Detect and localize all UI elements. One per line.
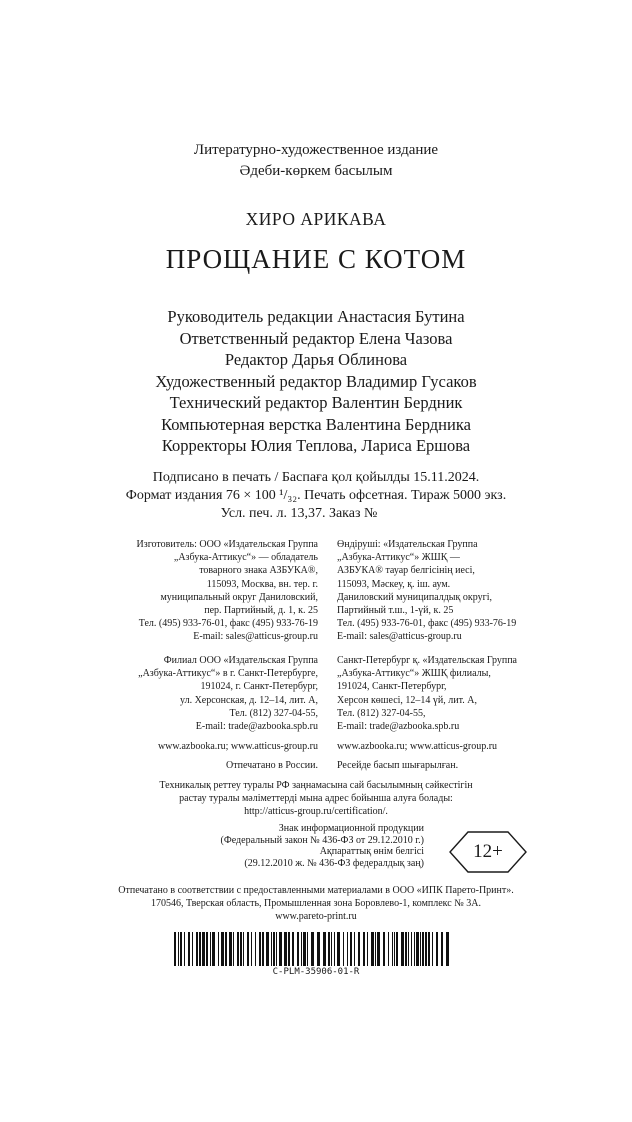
manufacturer-ru-line: пер. Партийный, д. 1, к. 25 xyxy=(204,605,318,617)
branch-kz-line: 191024, Санкт-Петербург, xyxy=(337,681,447,693)
credit-line: Руководитель редакции Анастасия Бутина xyxy=(167,307,465,326)
manufacturer-ru-line: Тел. (495) 933-76-01, факс (495) 933-76-19 xyxy=(138,618,318,630)
tech-regulation-line: Техникалық реттеу туралы РФ заңнамасына сай басылымның сәйкестігін xyxy=(159,780,473,791)
credit-line: Редактор Дарья Облинова xyxy=(224,350,408,369)
manufacturer-ru-line: муниципальный округ Даниловский, xyxy=(160,591,318,603)
printer-line: www.pareto-print.ru xyxy=(275,911,357,923)
manufacturer-ru-line: 115093, Москва, вн. тер. г. xyxy=(206,578,318,590)
printer-info xyxy=(0,884,632,924)
manufacturer-kz-line: Партийный т.ш., 1-үй, к. 25 xyxy=(337,605,454,617)
manufacturer-ru-line: товарного знака АЗБУКА®, xyxy=(199,565,318,577)
print-info-line: Усл. печ. л. 13,37. Заказ № xyxy=(220,506,378,521)
printer-line: 170546, Тверская область, Промышленная зона Боровлево-1, комплекс № 3А. xyxy=(151,898,481,910)
branch-ru xyxy=(138,654,318,733)
author-name: ХИРО АРИКАВА xyxy=(245,209,387,229)
manufacturer-kz-line: E-mail: sales@atticus-group.ru xyxy=(337,631,462,643)
edition-type-ru: Литературно-художественное издание xyxy=(193,142,439,158)
credit-line: Художественный редактор Владимир Гусаков xyxy=(155,371,477,391)
edition-type xyxy=(0,140,632,182)
manufacturer-ru-line: E-mail: sales@atticus-group.ru xyxy=(193,631,318,643)
branch-kz-line: E-mail: trade@azbooka.spb.ru xyxy=(337,721,460,733)
info-product-line: Знак информационной продукции xyxy=(278,823,424,834)
branch-ru-line: 191024, г. Санкт-Петербург, xyxy=(200,681,318,693)
manufacturer-kz-line: 115093, Мәскеу, қ. іш. аум. xyxy=(337,578,451,590)
print-info-line: Подписано в печать / Баспаға қол қойылды 15.11.2024. xyxy=(152,470,480,485)
tech-regulation-line: http://atticus-group.ru/certification/. xyxy=(244,806,388,818)
printed-in-ru: Отпечатано в России. xyxy=(226,760,318,771)
branch-ru-line: E-mail: trade@azbooka.spb.ru xyxy=(195,721,318,733)
book-title: ПРОЩАНИЕ С КОТОМ xyxy=(165,244,467,274)
branch-kz xyxy=(337,654,517,733)
branch-kz-line: Херсон көшесі, 12–14 үй, лит. А, xyxy=(337,694,477,706)
branch-ru-line: Филиал ООО «Издательская Группа xyxy=(163,655,318,666)
barcode-text: C-PLM-35906-01-R xyxy=(272,967,360,977)
branch-ru-line: ул. Херсонская, д. 12–14, лит. А, xyxy=(180,694,318,706)
info-product-line: Ақпараттық өнім белгісі xyxy=(319,846,424,857)
branch-kz-line: Санкт-Петербург қ. «Издательская Группа xyxy=(337,655,517,666)
manufacturer-kz-line: Тел. (495) 933-76-01, факс (495) 933-76-19 xyxy=(337,618,517,630)
manufacturer-ru-line: Изготовитель: ООО «Издательская Группа xyxy=(136,539,318,550)
websites-ru: www.azbooka.ru; www.atticus-group.ru xyxy=(157,741,318,752)
print-info xyxy=(0,469,632,523)
branch-kz-line: „Азбука-Аттикус“» ЖШҚ филиалы, xyxy=(337,668,491,680)
info-product-line: (29.12.2010 ж. № 436-ФЗ федералдық заң) xyxy=(244,857,424,869)
manufacturer-kz-line: „Азбука-Аттикус“» ЖШҚ — xyxy=(337,552,460,564)
age-rating-value: 12+ xyxy=(473,841,503,862)
branch-ru-line: „Азбука-Аттикус“» в г. Санкт-Петербурге, xyxy=(138,668,318,680)
websites-kz: www.azbooka.ru; www.atticus-group.ru xyxy=(337,741,498,752)
age-rating-badge xyxy=(448,830,528,874)
credit-line: Корректоры Юлия Теплова, Лариса Ершова xyxy=(161,436,471,455)
manufacturer-ru xyxy=(137,538,318,644)
manufacturer-ru-line: „Азбука-Аттикус“» — обладатель xyxy=(173,552,318,564)
credit-line: Ответственный редактор Елена Чазова xyxy=(179,328,453,348)
credit-line: Компьютерная верстка Валентина Бердника xyxy=(161,414,471,434)
print-info-line: Формат издания 76 × 100 ¹/₃₂. Печать офсетная. Тираж 5000 экз. xyxy=(125,488,507,503)
info-product-line: (Федеральный закон № 436-ФЗ от 29.12.2010 г.) xyxy=(220,834,424,846)
credits-list xyxy=(0,306,632,457)
manufacturer-kz xyxy=(337,538,516,644)
barcode-icon xyxy=(174,932,450,966)
credit-line: Технический редактор Валентин Бердник xyxy=(169,393,463,412)
printed-in-kz: Ресейде басып шығарылған. xyxy=(337,760,459,771)
branch-ru-line: Тел. (812) 327-04-55, xyxy=(229,707,318,719)
tech-regulation xyxy=(0,779,632,819)
branch-kz-line: Тел. (812) 327-04-55, xyxy=(337,707,426,719)
edition-type-kz: Әдеби-көркем басылым xyxy=(239,163,393,179)
tech-regulation-line: растау туралы мәліметтерді мына адрес бойынша алуға болады: xyxy=(179,793,453,805)
manufacturer-kz-line: Даниловский муниципалдық округі, xyxy=(337,591,492,603)
manufacturer-kz-line: АЗБУКА® тауар белгісінің иесі, xyxy=(337,565,475,577)
info-product-text xyxy=(0,823,424,869)
printer-line: Отпечатано в соответствии с предоставленными материалами в ООО «ИПК Парето-Принт». xyxy=(118,885,514,896)
manufacturer-kz-line: Өндіруші: «Издательская Группа xyxy=(337,539,478,550)
